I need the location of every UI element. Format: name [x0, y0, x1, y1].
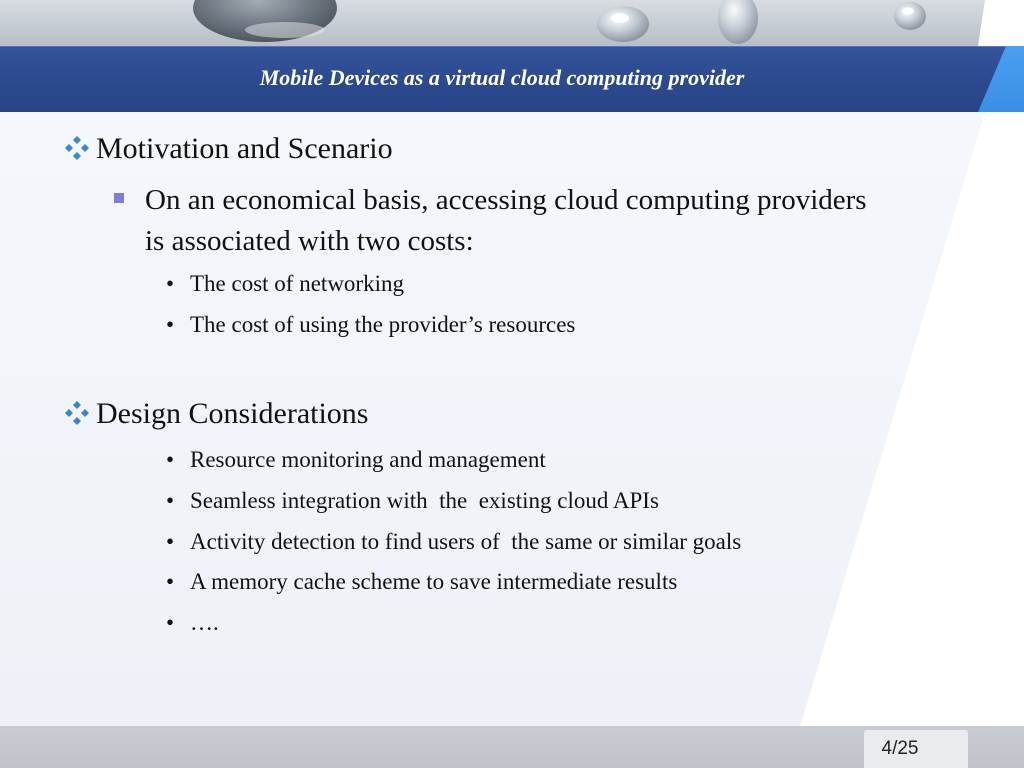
list-item	[166, 527, 741, 557]
list-item	[166, 608, 219, 638]
section-heading-text: Design Considerations	[96, 397, 369, 430]
sub-point-text: On an economical basis, accessing cloud computing providers is associated with two costs:	[145, 184, 867, 257]
water-droplets-image	[0, 0, 1024, 46]
bullet-dot-icon: •	[166, 529, 175, 554]
sub-point	[114, 180, 874, 262]
bullet-dot-icon: •	[166, 488, 175, 513]
list-item-text: Seamless integration with the existing cloud APIs	[190, 488, 659, 513]
square-bullet-icon	[114, 193, 124, 203]
list-item	[166, 445, 546, 475]
slide-title: Mobile Devices as a virtual cloud computing provider	[259, 65, 745, 90]
list-item	[166, 486, 659, 516]
bullet-dot-icon: •	[166, 312, 175, 337]
list-item-text: Activity detection to find users of the same or similar goals	[190, 529, 742, 554]
list-item-text: A memory cache scheme to save intermediate results	[190, 569, 678, 594]
list-item-text: The cost of using the provider’s resources	[190, 312, 576, 337]
bullet-dot-icon: •	[166, 447, 175, 472]
bullet-dot-icon: •	[166, 569, 175, 594]
section-heading-motivation	[64, 132, 393, 169]
bullet-dot-icon: •	[166, 271, 175, 296]
list-item-text: ….	[190, 610, 219, 635]
section-heading-text: Motivation and Scenario	[96, 132, 393, 165]
bullet-dot-icon: •	[166, 610, 175, 635]
four-diamond-icon	[64, 135, 96, 169]
slide-content	[0, 112, 1024, 724]
section-heading-design	[64, 397, 368, 434]
list-item	[166, 269, 404, 299]
decorative-header-art	[0, 0, 1024, 46]
four-diamond-icon	[64, 400, 96, 434]
list-item-text: The cost of networking	[190, 271, 404, 296]
list-item-text: Resource monitoring and management	[190, 447, 546, 472]
list-item	[166, 567, 677, 597]
page-number: 4/25	[881, 738, 919, 759]
list-item	[166, 310, 575, 340]
